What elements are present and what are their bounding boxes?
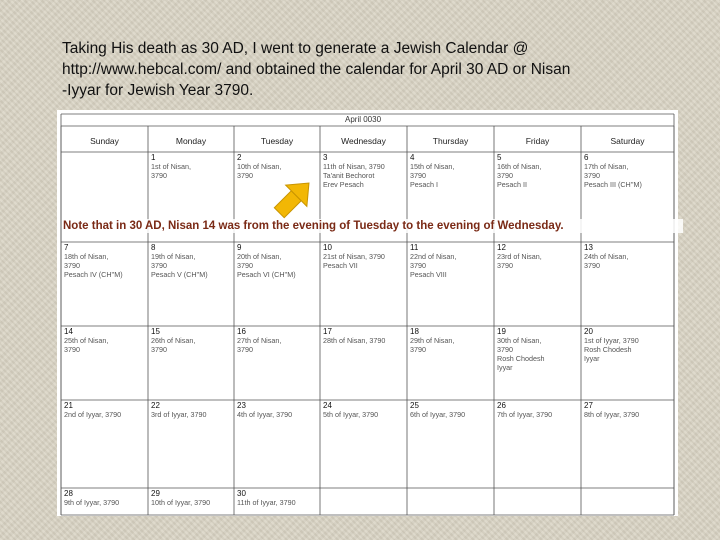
day-detail: 27th of Nisan, bbox=[237, 336, 282, 345]
day-number: 28 bbox=[64, 489, 73, 498]
day-detail: Rosh Chodesh bbox=[584, 345, 632, 354]
day-detail: 3790 bbox=[151, 345, 167, 354]
calendar-day-cell bbox=[323, 327, 405, 399]
day-detail: 21st of Nisan, 3790 bbox=[323, 252, 385, 261]
day-detail: 11th of Nisan, 3790 bbox=[323, 162, 385, 171]
day-detail: 22nd of Nisan, bbox=[410, 252, 457, 261]
weekday-header: Saturday bbox=[610, 136, 645, 146]
day-number: 23 bbox=[237, 401, 246, 410]
day-detail: Pesach III (CH''M) bbox=[584, 180, 642, 189]
day-number: 27 bbox=[584, 401, 593, 410]
calendar-day-cell bbox=[323, 243, 405, 325]
day-number: 16 bbox=[237, 327, 246, 336]
day-detail: 8th of Iyyar, 3790 bbox=[584, 410, 640, 419]
day-detail: 9th of Iyyar, 3790 bbox=[64, 498, 120, 507]
day-detail: 17th of Nisan, bbox=[584, 162, 629, 171]
day-number: 8 bbox=[151, 243, 156, 252]
calendar-day-cell bbox=[64, 489, 146, 514]
weekday-header: Tuesday bbox=[260, 136, 294, 146]
day-number: 24 bbox=[323, 401, 332, 410]
day-detail: 3790 bbox=[584, 261, 600, 270]
day-detail: Pesach II bbox=[497, 180, 527, 189]
day-number: 11 bbox=[410, 243, 419, 252]
calendar-day-cell bbox=[410, 243, 492, 325]
calendar-day-cell bbox=[237, 327, 318, 399]
weekday-header: Friday bbox=[525, 136, 550, 146]
calendar-day-cell bbox=[151, 489, 232, 514]
day-detail: Iyyar bbox=[584, 354, 600, 363]
calendar-day-cell bbox=[151, 401, 232, 487]
day-detail: Erev Pesach bbox=[323, 180, 364, 189]
calendar-table bbox=[57, 110, 678, 516]
day-detail: 3790 bbox=[584, 171, 600, 180]
day-number: 25 bbox=[410, 401, 419, 410]
day-detail: 10th of Iyyar, 3790 bbox=[151, 498, 211, 507]
day-detail: 4th of Iyyar, 3790 bbox=[237, 410, 293, 419]
calendar-day-cell bbox=[64, 401, 146, 487]
day-detail: 3790 bbox=[64, 261, 80, 270]
day-number: 26 bbox=[497, 401, 506, 410]
day-detail: Pesach V (CH''M) bbox=[151, 270, 208, 279]
day-detail: 3790 bbox=[497, 345, 513, 354]
day-number: 5 bbox=[497, 153, 502, 162]
annotation-note: Note that in 30 AD, Nisan 14 was from the evening of Tuesday to the evening of Wednesday. bbox=[63, 219, 683, 233]
calendar-day-cell bbox=[584, 243, 672, 325]
calendar-day-cell bbox=[237, 489, 318, 514]
day-number: 15 bbox=[151, 327, 160, 336]
calendar-day-cell bbox=[237, 401, 318, 487]
day-detail: 29th of Nisan, bbox=[410, 336, 455, 345]
calendar-day-cell bbox=[497, 401, 579, 487]
day-detail: 15th of Nisan, bbox=[410, 162, 455, 171]
day-detail: 3790 bbox=[151, 171, 167, 180]
day-detail: 3790 bbox=[410, 261, 426, 270]
day-detail: 3790 bbox=[237, 345, 253, 354]
calendar-day-cell bbox=[151, 327, 232, 399]
day-detail: 3rd of Iyyar, 3790 bbox=[151, 410, 207, 419]
day-detail: 20th of Nisan, bbox=[237, 252, 282, 261]
day-detail: 18th of Nisan, bbox=[64, 252, 109, 261]
day-detail: 3790 bbox=[497, 261, 513, 270]
day-number: 7 bbox=[64, 243, 69, 252]
day-detail: 2nd of Iyyar, 3790 bbox=[64, 410, 122, 419]
heading-line-3: -Iyyar for Jewish Year 3790. bbox=[62, 82, 254, 99]
calendar-day-cell bbox=[64, 327, 146, 399]
day-detail: Pesach I bbox=[410, 180, 438, 189]
calendar-day-cell bbox=[64, 243, 146, 325]
day-number: 2 bbox=[237, 153, 242, 162]
day-number: 6 bbox=[584, 153, 589, 162]
day-detail: 16th of Nisan, bbox=[497, 162, 542, 171]
calendar-day-cell bbox=[151, 243, 232, 325]
day-detail: 3790 bbox=[151, 261, 167, 270]
day-detail: 11th of Iyyar, 3790 bbox=[237, 498, 296, 507]
day-number: 3 bbox=[323, 153, 328, 162]
day-number: 22 bbox=[151, 401, 160, 410]
day-detail: 25th of Nisan, bbox=[64, 336, 109, 345]
calendar-day-cell bbox=[497, 243, 579, 325]
day-detail: 28th of Nisan, 3790 bbox=[323, 336, 386, 345]
day-detail: 19th of Nisan, bbox=[151, 252, 196, 261]
day-detail: 7th of Iyyar, 3790 bbox=[497, 410, 553, 419]
day-detail: 3790 bbox=[237, 261, 253, 270]
calendar-day-cell bbox=[584, 401, 672, 487]
day-detail: Rosh Chodesh bbox=[497, 354, 545, 363]
day-detail: Pesach IV (CH''M) bbox=[64, 270, 123, 279]
day-number: 10 bbox=[323, 243, 332, 252]
day-number: 17 bbox=[323, 327, 332, 336]
calendar-title: April 0030 bbox=[345, 115, 382, 124]
day-number: 21 bbox=[64, 401, 73, 410]
day-detail: 1st of Nisan, bbox=[151, 162, 191, 171]
calendar-day-cell bbox=[497, 327, 579, 399]
weekday-header: Sunday bbox=[90, 136, 119, 146]
day-number: 18 bbox=[410, 327, 419, 336]
day-detail: 23rd of Nisan, bbox=[497, 252, 542, 261]
weekday-header: Wednesday bbox=[341, 136, 386, 146]
day-detail: 5th of Iyyar, 3790 bbox=[323, 410, 379, 419]
day-number: 14 bbox=[64, 327, 73, 336]
day-number: 9 bbox=[237, 243, 242, 252]
calendar-day-cell bbox=[410, 327, 492, 399]
weekday-header: Thursday bbox=[432, 136, 469, 146]
day-detail: 3790 bbox=[64, 345, 80, 354]
day-number: 12 bbox=[497, 243, 506, 252]
day-detail: Pesach VIII bbox=[410, 270, 447, 279]
day-detail: 24th of Nisan, bbox=[584, 252, 629, 261]
day-number: 30 bbox=[237, 489, 246, 498]
heading-line-2: http://www.hebcal.com/ and obtained the calendar for April 30 AD or Nisan bbox=[62, 61, 571, 78]
day-detail: Iyyar bbox=[497, 363, 513, 372]
calendar-day-cell bbox=[237, 243, 318, 325]
day-detail: 30th of Nisan, bbox=[497, 336, 542, 345]
day-detail: Pesach VII bbox=[323, 261, 358, 270]
calendar-day-cell bbox=[584, 327, 672, 399]
day-detail: 3790 bbox=[237, 171, 253, 180]
day-detail: Ta'anit Bechorot bbox=[323, 171, 375, 180]
day-detail: Pesach VI (CH''M) bbox=[237, 270, 296, 279]
day-detail: 3790 bbox=[410, 345, 426, 354]
heading-line-1: Taking His death as 30 AD, I went to generate a Jewish Calendar @ bbox=[62, 40, 529, 57]
day-number: 29 bbox=[151, 489, 160, 498]
calendar-day-cell bbox=[323, 401, 405, 487]
slide-heading bbox=[62, 38, 702, 101]
day-detail: 3790 bbox=[497, 171, 513, 180]
day-detail: 10th of Nisan, bbox=[237, 162, 282, 171]
day-number: 13 bbox=[584, 243, 593, 252]
day-detail: 26th of Nisan, bbox=[151, 336, 196, 345]
day-detail: 6th of Iyyar, 3790 bbox=[410, 410, 466, 419]
day-detail: 1st of Iyyar, 3790 bbox=[584, 336, 639, 345]
day-detail: 3790 bbox=[410, 171, 426, 180]
weekday-header: Monday bbox=[175, 136, 207, 146]
day-number: 19 bbox=[497, 327, 506, 336]
day-number: 20 bbox=[584, 327, 593, 336]
calendar-day-cell bbox=[410, 401, 492, 487]
day-number: 4 bbox=[410, 153, 415, 162]
day-number: 1 bbox=[151, 153, 156, 162]
